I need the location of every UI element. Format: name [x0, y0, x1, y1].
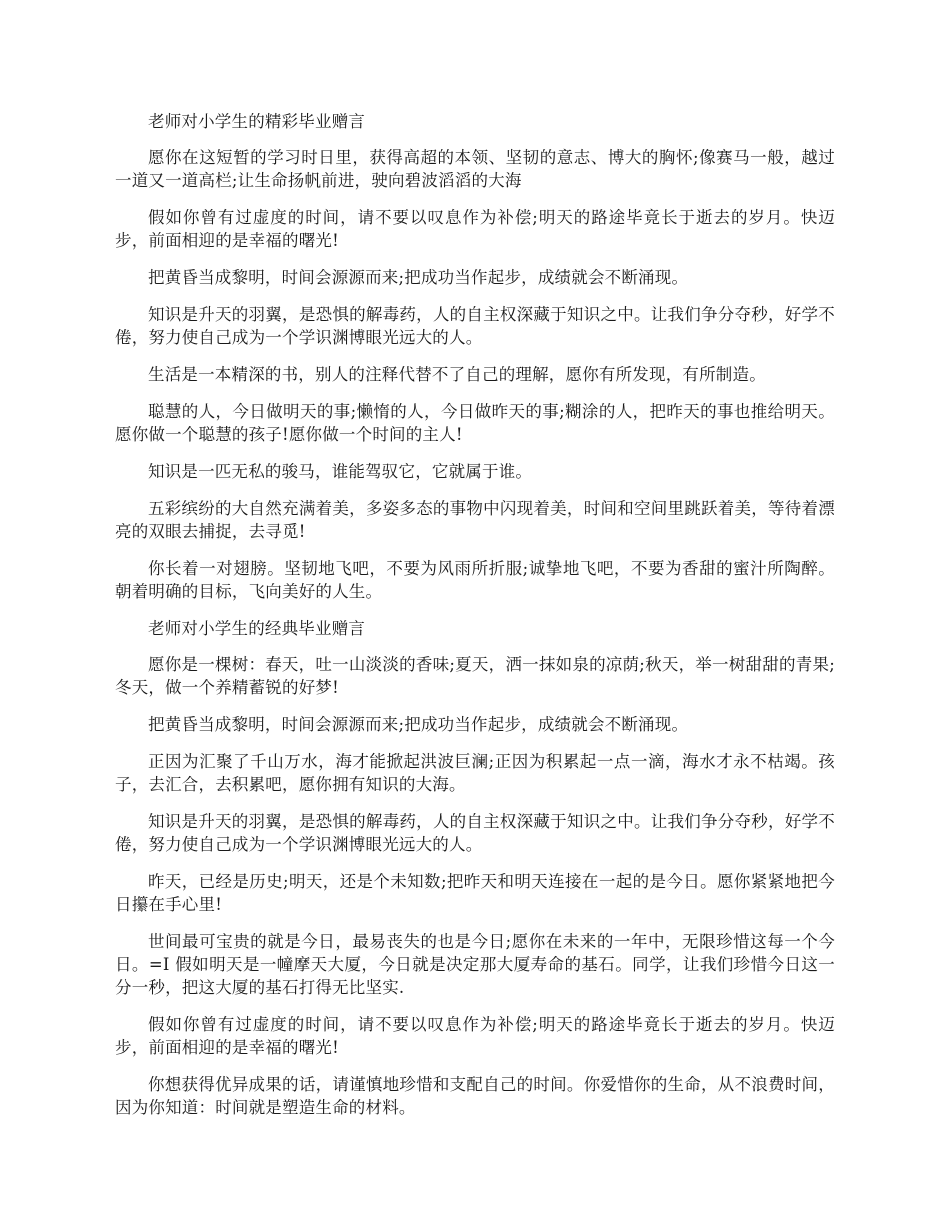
- paragraph: 知识是升天的羽翼，是恐惧的解毒药，人的自主权深藏于知识之中。让我们争分夺秒，好学不倦，努力使自己成为一个学识渊博眼光远大的人。: [115, 812, 835, 854]
- paragraph: 你想获得优异成果的话，请谨慎地珍惜和支配自己的时间。你爱惜你的生命，从不浪费时间，因为你知道：时间就是塑造生命的材料。: [115, 1075, 835, 1117]
- paragraph: 聪慧的人，今日做明天的事;懒惰的人，今日做昨天的事;糊涂的人，把昨天的事也推给明天。愿你做一个聪慧的孩子!愿你做一个时间的主人!: [115, 402, 835, 444]
- paragraph: 你长着一对翅膀。坚韧地飞吧，不要为风雨所折服;诚挚地飞吧，不要为香甜的蜜汁所陶醉。朝着明确的目标，飞向美好的人生。: [115, 559, 835, 601]
- paragraph: 把黄昏当成黎明，时间会源源而来;把成功当作起步，成绩就会不断涌现。: [148, 268, 689, 287]
- section-heading: 老师对小学生的精彩毕业赠言: [148, 112, 366, 131]
- paragraph: 世间最可宝贵的就是今日，最易丧失的也是今日;愿你在未来的一年中，无限珍惜这每一个今日。=I 假如明天是一幢摩天大厦，今日就是决定那大厦寿命的基石。同学，让我们珍惜今日这一分一秒，把这大厦的基石打得无比坚实.: [115, 932, 835, 997]
- paragraph: 假如你曾有过虚度的时间，请不要以叹息作为补偿;明天的路途毕竟长于逝去的岁月。快迈步，前面相迎的是幸福的曙光!: [115, 1015, 835, 1057]
- paragraph: 知识是一匹无私的骏马，谁能驾驭它，它就属于谁。: [148, 462, 533, 481]
- section-heading: 老师对小学生的经典毕业赠言: [148, 619, 366, 638]
- paragraph: 假如你曾有过虚度的时间，请不要以叹息作为补偿;明天的路途毕竟长于逝去的岁月。快迈步，前面相迎的是幸福的曙光!: [115, 208, 835, 250]
- paragraph: 把黄昏当成黎明，时间会源源而来;把成功当作起步，成绩就会不断涌现。: [148, 715, 689, 734]
- paragraph: 正因为汇聚了千山万水，海才能掀起洪波巨澜;正因为积累起一点一滴，海水才永不枯竭。孩子，去汇合，去积累吧，愿你拥有知识的大海。: [115, 752, 835, 794]
- paragraph: 愿你是一棵树：春天，吐一山淡淡的香味;夏天，洒一抹如泉的凉荫;秋天，举一树甜甜的青果;冬天，做一个养精蓄锐的好梦!: [115, 655, 835, 697]
- paragraph: 愿你在这短暂的学习时日里，获得高超的本领、坚韧的意志、博大的胸怀;像赛马一般，越过一道又一道高栏;让生命扬帆前进，驶向碧波滔滔的大海: [115, 148, 835, 190]
- paragraph: 五彩缤纷的大自然充满着美，多姿多态的事物中闪现着美，时间和空间里跳跃着美，等待着漂亮的双眼去捕捉，去寻觅!: [115, 499, 835, 541]
- paragraph: 知识是升天的羽翼，是恐惧的解毒药，人的自主权深藏于知识之中。让我们争分夺秒，好学不倦，努力使自己成为一个学识渊博眼光远大的人。: [115, 305, 835, 347]
- document-body: [115, 110, 835, 1133]
- paragraph: 昨天，已经是历史;明天，还是个未知数;把昨天和明天连接在一起的是今日。愿你紧紧地把今日攥在手心里!: [115, 872, 835, 914]
- paragraph: 生活是一本精深的书，别人的注释代替不了自己的理解，愿你有所发现，有所制造。: [148, 365, 766, 384]
